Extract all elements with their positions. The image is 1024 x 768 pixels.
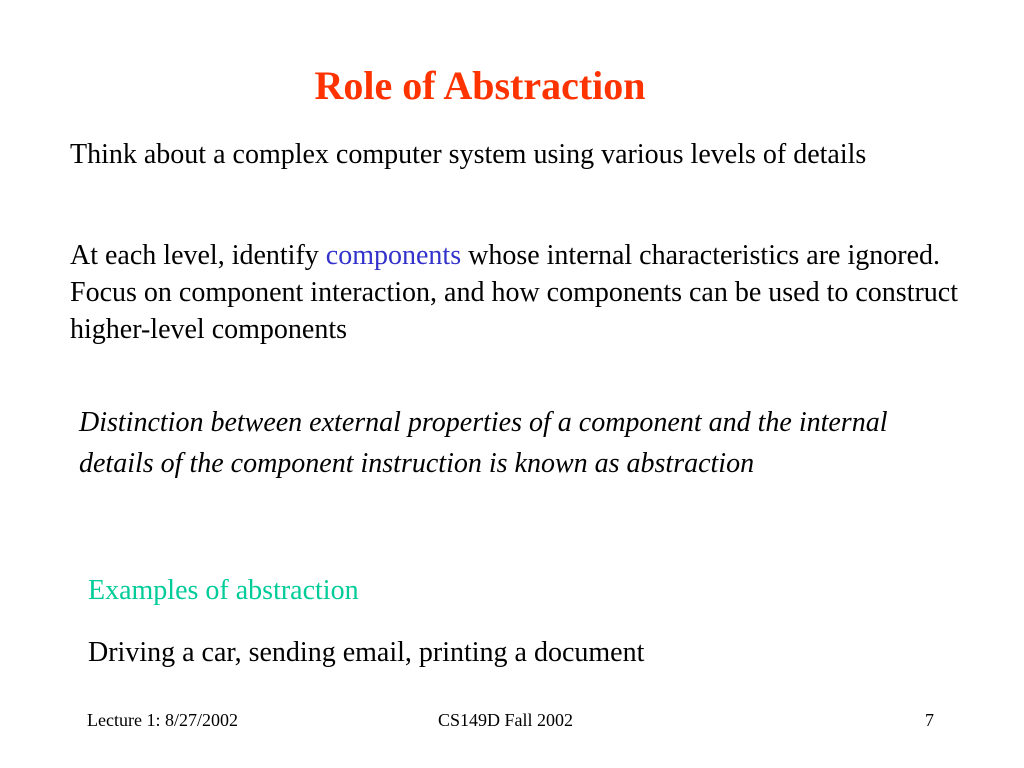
abstraction-definition: Distinction between external properties of a component and the internal details of the component instruction is known as abstraction: [79, 407, 888, 479]
slide-title: Role of Abstraction: [314, 63, 646, 108]
footer-page-number: 7: [925, 710, 934, 730]
intro-paragraph: Think about a complex computer system using various levels of details: [70, 139, 867, 170]
examples-text: Driving a car, sending email, printing a document: [88, 637, 645, 668]
footer-lecture-date: Lecture 1: 8/27/2002: [87, 710, 238, 730]
levels-text-before: At each level, identify: [70, 240, 326, 271]
levels-text-after: whose internal characteristics are ignored. Focus on component interaction, and how components can be used to construct higher-level components: [70, 240, 959, 345]
footer-course: CS149D Fall 2002: [438, 710, 574, 730]
levels-paragraph: [70, 237, 975, 348]
components-highlight: components: [325, 240, 462, 271]
examples-heading: Examples of abstraction: [88, 575, 359, 606]
